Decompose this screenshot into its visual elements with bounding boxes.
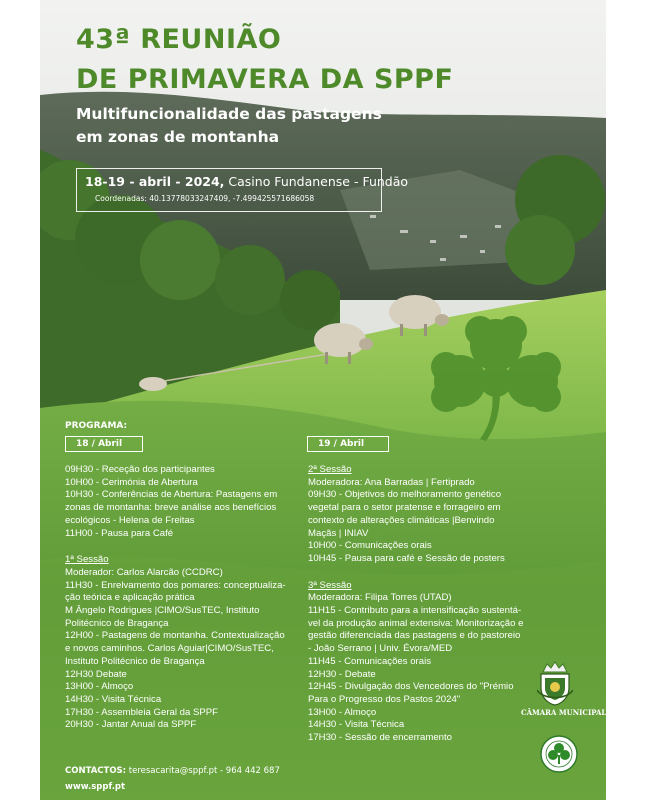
schedule-line: vel da produção animal extensiva: Monitorização e [308,617,524,629]
day-1-label-box [65,436,143,452]
schedule-line: contexto de alterações climáticas |Benvindo [308,514,495,526]
schedule-line: 10H30 - Conferências de Abertura: Pastagens em [65,489,278,501]
session-heading: 1ª Sessão [65,554,109,566]
schedule-line: ecológicos - Helena de Freitas [65,514,195,526]
event-venue: Casino Fundanense - Fundão [224,174,409,189]
sppf-seal-icon [540,735,578,773]
day-1-schedule [65,464,295,732]
schedule-line: 12H00 - Pastagens de montanha. Contextualização [65,630,285,642]
schedule-line: Moderador: Carlos Alarcão (CCDRC) [65,566,223,578]
poster [40,0,606,800]
schedule-line: 14H30 - Visita Técnica [65,693,162,705]
schedule-line: - João Serrano | Univ. Évora/MED [308,643,453,655]
contacts-value[interactable]: teresacarita@sppf.pt - 964 442 687 [126,766,280,776]
schedule-line: 17H30 - Assembleia Geral da SPPF [65,706,219,718]
schedule-gap [308,566,558,580]
schedule-line: 12H45 - Divulgação dos Vencedores do "Prémio [308,681,514,693]
schedule-line: vegetal para o setor pratense e forrageiro em [308,502,501,514]
schedule-line: 14H30 - Visita Técnica [308,719,405,731]
title-line-2: DE PRIMAVERA DA SPPF [76,64,454,95]
event-date-box [76,168,409,212]
schedule-line: 13H00 - Almoço [308,706,377,718]
schedule-line: 11H00 - Pausa para Café [65,527,174,539]
schedule-line: Moderadora: Ana Barradas | Fertiprado [308,476,475,488]
municipality-label: CÂMARA MUNICIPAL [521,708,606,717]
schedule-line: 13H00 - Almoço [65,681,134,693]
contacts-line [65,765,280,778]
event-coordinates: Coordenadas: 40.13778033247409, -7.499425571686058 [95,194,315,203]
session-heading: 2ª Sessão [308,464,352,475]
schedule-line: 10H00 - Comunicações orais [308,540,432,552]
schedule-line: Para o Progresso dos Pastos 2024" [308,693,461,705]
schedule-line: Instituto Politécnico de Bragança [65,655,205,667]
day-2-schedule [308,464,558,745]
subtitle-line-1: Multifuncionalidade das pastagens [76,105,382,123]
schedule-gap [65,540,295,554]
schedule-line: 09H30 - Objetivos do melhoramento genético [308,489,502,501]
schedule-line: 11H45 - Comunicações orais [308,655,431,667]
clover-icon [430,315,562,443]
schedule-line: e novos caminhos. Carlos Aguiar|CIMO/SusTEC, [65,643,274,655]
schedule-line: Politécnico de Bragança [65,617,169,629]
schedule-line: 17H30 - Sessão de encerramento [308,732,452,744]
schedule-line: zonas de montanha: breve análise aos benefícios [65,502,277,514]
schedule-line: 11H15 - Contributo para a intensificação sustentá- [308,605,522,617]
day-1-label: 18 / Abril [76,439,123,449]
schedule-line: Maçãs | INIAV [308,527,369,539]
schedule-line: ção teórica e aplicação prática [65,592,195,604]
website-link[interactable]: www.sppf.pt [65,782,126,792]
subtitle-line-2: em zonas de montanha [76,128,280,146]
schedule-line: 20H30 - Jantar Anual da SPPF [65,719,197,731]
schedule-line: 10H00 - Cerimónia de Abertura [65,476,198,488]
schedule-line: Moderadora: Filipa Torres (UTAD) [308,592,452,604]
day-2-label: 19 / Abril [318,439,365,449]
day-2-label-box [307,436,389,452]
schedule-line: M Ângelo Rodrigues |CIMO/SusTEC, Instituto [65,605,260,617]
schedule-line: 10H45 - Pausa para café e Sessão de posters [308,552,505,564]
schedule-line: 12H30 - Debate [308,668,376,680]
title-line-1: 43ª REUNIÃO [76,24,282,55]
schedule-line: 09H30 - Receção dos participantes [65,464,215,475]
schedule-line: 11H30 - Enrelvamento dos pomares: conceptualiza- [65,579,286,591]
municipal-crest-icon [537,660,573,706]
schedule-line: 12H30 Debate [65,668,127,680]
event-date-line [85,174,408,189]
session-heading: 3ª Sessão [308,579,352,591]
event-dates: 18-19 - abril - 2024, [85,174,225,189]
schedule-line: gestão diferenciada das pastagens e do pastoreio [308,630,521,642]
programa-heading: PROGRAMA: [65,421,128,431]
contacts-label: CONTACTOS: [65,766,127,776]
